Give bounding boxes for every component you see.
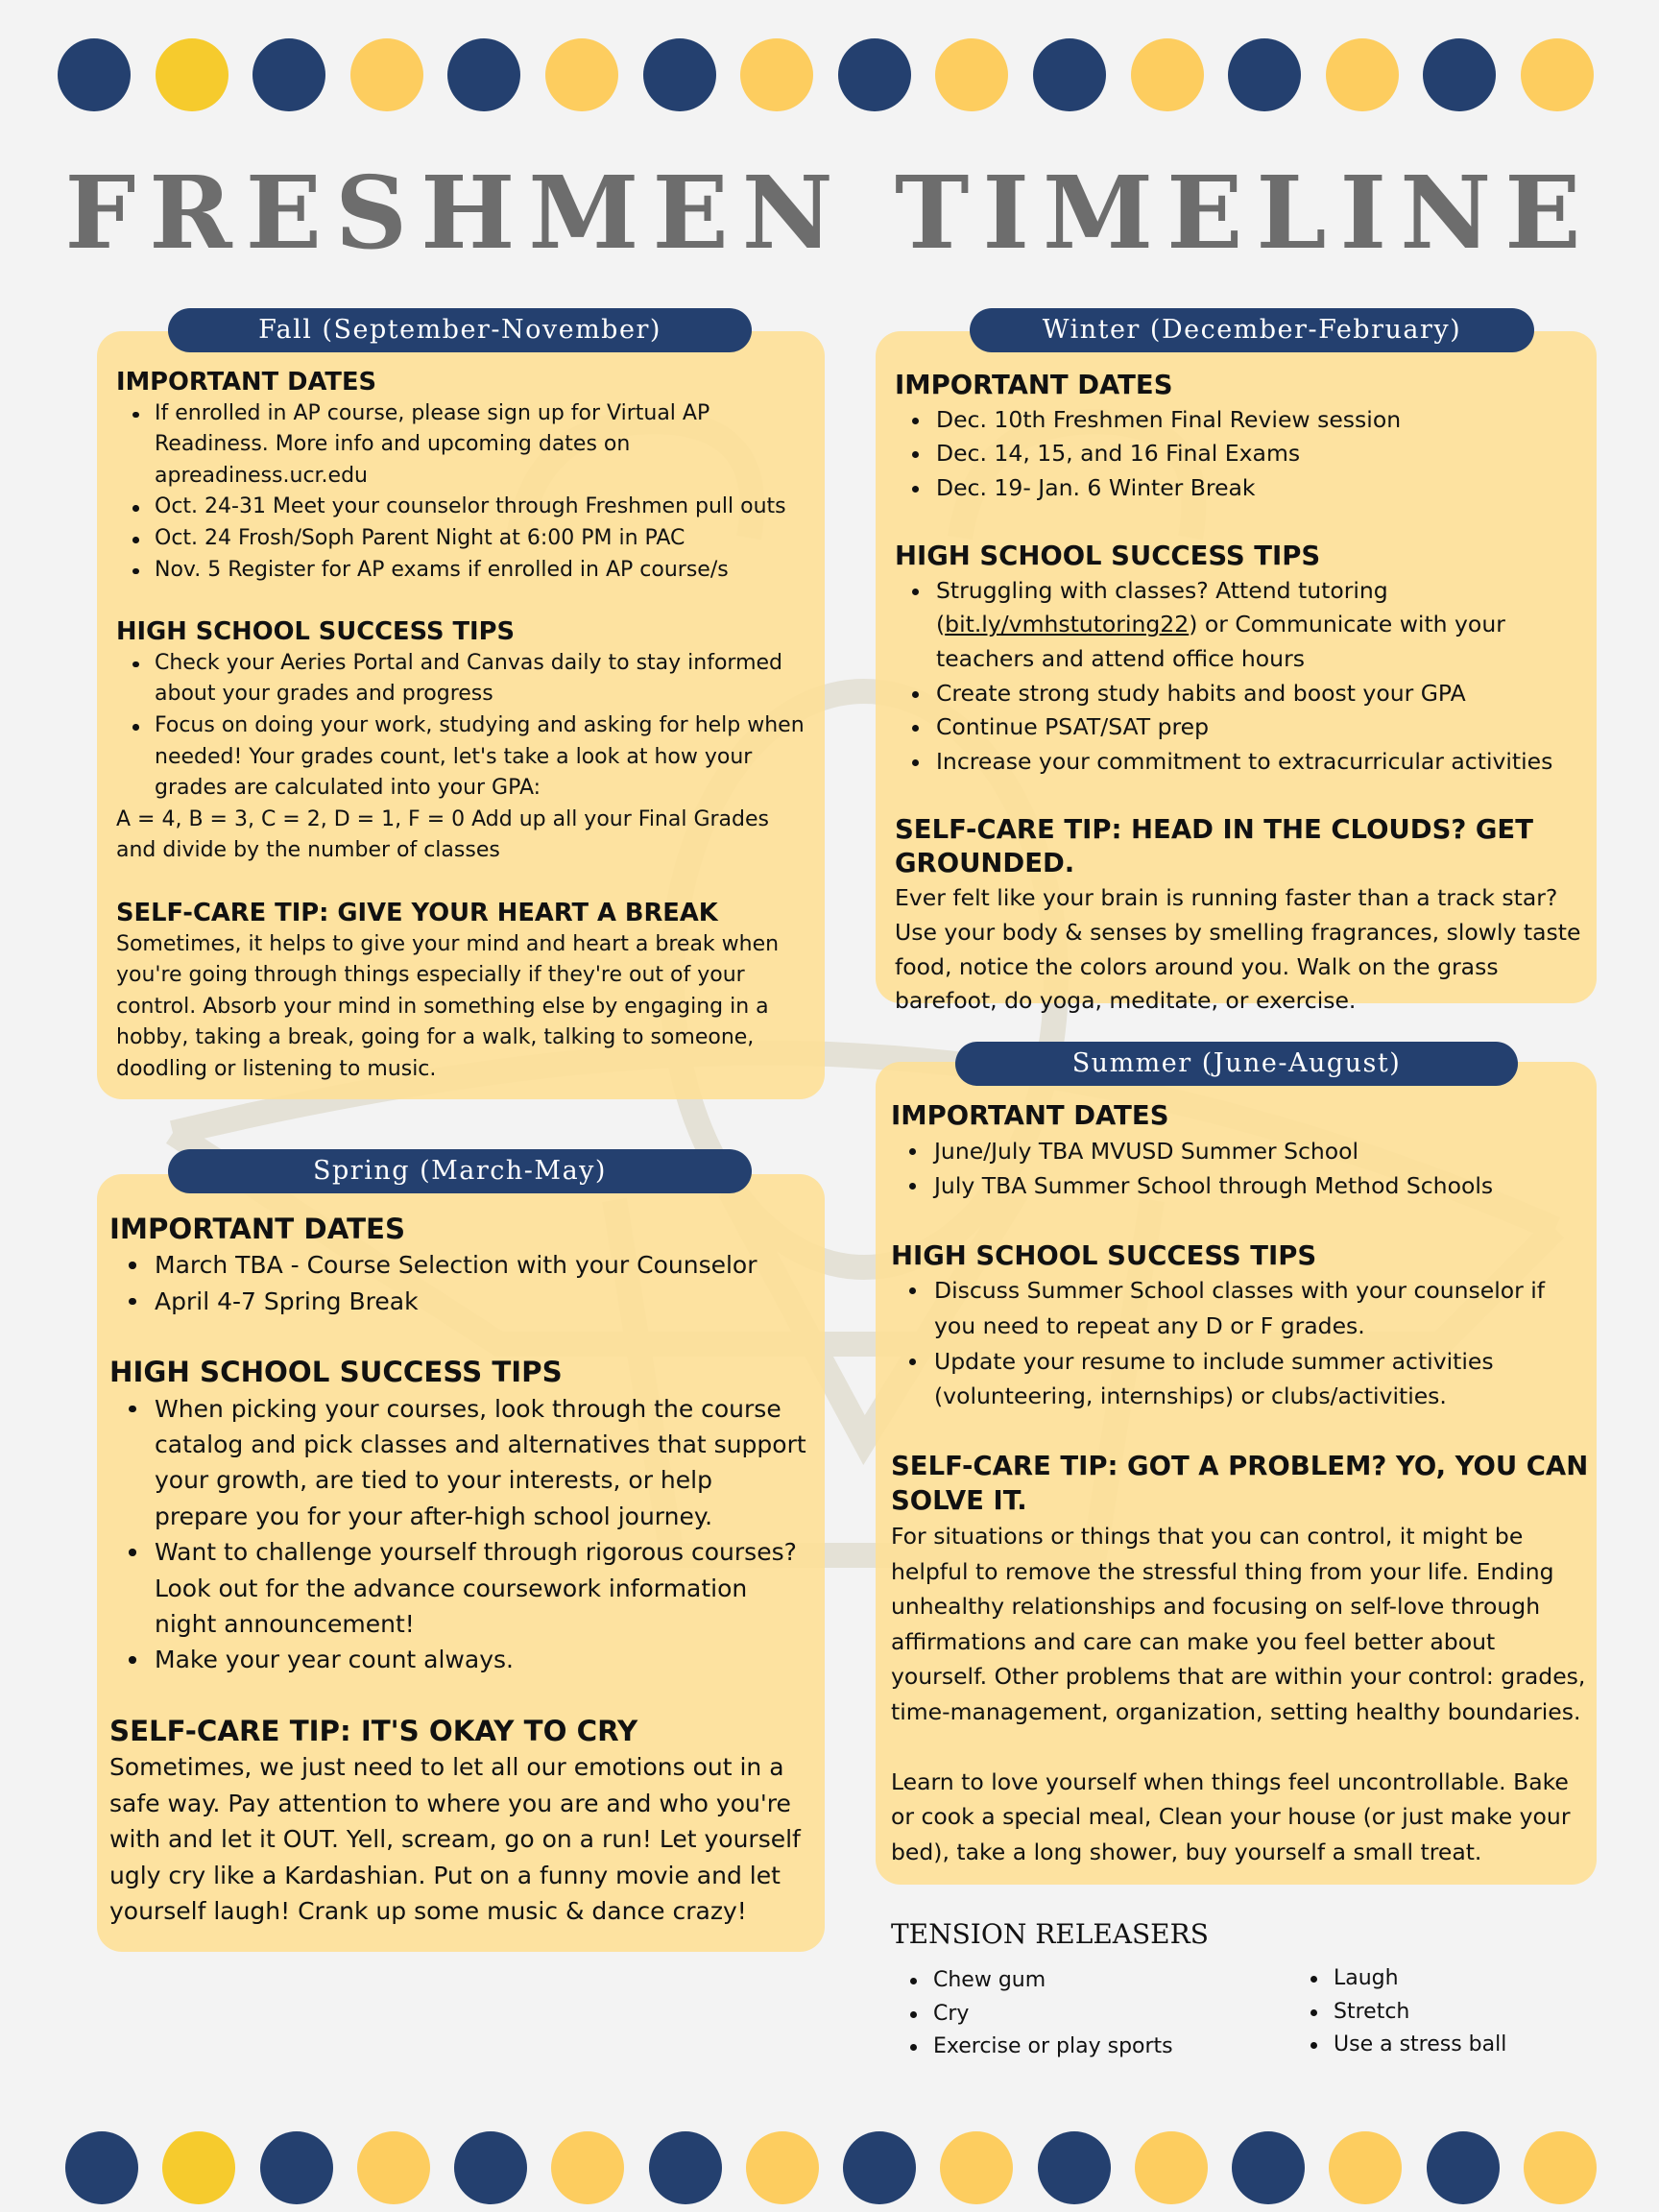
fall-dates-heading: IMPORTANT DATES — [116, 368, 377, 397]
tension-releasers-heading: TENSION RELEASERS — [891, 1918, 1209, 1950]
decorative-dot — [545, 38, 618, 111]
list-item: If enrolled in AP course, please sign up for Virtual AP Readiness. More info and upcoming dates on apreadiness.ucr.edu — [116, 398, 807, 493]
decorative-dot — [935, 38, 1008, 111]
decorative-dot — [1033, 38, 1106, 111]
gpa-note: A = 4, B = 3, C = 2, D = 1, F = 0 Add up all your Final Grades and divide by the number of classes — [116, 806, 770, 863]
decorative-dot — [1521, 38, 1594, 111]
list-item: Update your resume to include summer activities (volunteering, internships) or clubs/activities. — [891, 1344, 1590, 1414]
decorative-dot — [940, 2131, 1013, 2204]
list-item: Dec. 10th Freshmen Final Review session — [895, 403, 1586, 438]
list-item: April 4-7 Spring Break — [109, 1284, 810, 1319]
tutoring-text-post: ) or Communicate with your teachers and attend office hours — [936, 611, 1505, 672]
fall-selfcare-text: Sometimes, it helps to give your mind and heart a break when you're going through things especially if they're out of your control. Absorb your mind in something else by engaging in a hobby, taking a break, going for a walk, talking to someone, doodling or listening to music. — [116, 931, 780, 1081]
list-item: Focus on doing your work, studying and asking for help when needed! Your grades count, let's take a look at how your grades are calculated into your GPA: — [116, 710, 807, 805]
spring-dates-list — [109, 1247, 810, 1319]
spring-selfcare-heading: SELF-CARE TIP: IT'S OKAY TO CRY — [109, 1714, 638, 1747]
summer-content — [891, 1098, 1590, 1869]
decorative-dot — [350, 38, 423, 111]
list-item: July TBA Summer School through Method Schools — [891, 1168, 1590, 1204]
winter-selfcare-text: Ever felt like your brain is running faster than a track star? Use your body & senses by smelling fragrances, slowly taste food, notice the colors around you. Walk on the grass barefoot, do yoga, meditate, or exercise. — [895, 884, 1581, 1015]
decorative-dot — [1135, 2131, 1208, 2204]
fall-tips-list — [116, 648, 807, 805]
list-item: March TBA - Course Selection with your Counselor — [109, 1247, 810, 1283]
page-title: FRESHMEN TIMELINE — [64, 154, 1595, 272]
decorative-dot — [746, 2131, 819, 2204]
fall-tips-heading: HIGH SCHOOL SUCCESS TIPS — [116, 617, 515, 647]
spring-content — [109, 1212, 810, 1929]
winter-header: Winter (December-February) — [970, 308, 1534, 352]
decorative-dot — [447, 38, 520, 111]
decorative-dot — [1329, 2131, 1402, 2204]
decorative-dot — [1038, 2131, 1111, 2204]
tutoring-text-pre: Struggling with classes? Attend tutoring ( — [936, 576, 1388, 638]
decorative-dot — [1423, 38, 1496, 111]
spring-header: Spring (March-May) — [168, 1149, 752, 1193]
tension-list-left — [891, 1964, 1173, 2064]
list-item: Discuss Summer School classes with your counselor if you need to repeat any D or F grades. — [891, 1273, 1590, 1343]
decorative-dot — [838, 38, 911, 111]
list-item: Increase your commitment to extracurricular activities — [895, 745, 1586, 780]
winter-tips-heading: HIGH SCHOOL SUCCESS TIPS — [895, 540, 1321, 571]
fall-dates-list — [116, 398, 807, 587]
bottom-dot-border — [65, 2131, 1597, 2206]
summer-selfcare-text: For situations or things that you can control, it might be helpful to remove the stressful thing from your life. Ending unhealthy relationships and focusing on self-love through affirmations and care can make you feel better about yourself. Other problems that are within your control: grades, time-management, organization, setting healthy boundaries. — [891, 1522, 1586, 1725]
decorative-dot — [260, 2131, 333, 2204]
winter-dates-heading: IMPORTANT DATES — [895, 370, 1173, 400]
decorative-dot — [740, 38, 813, 111]
fall-selfcare-heading: SELF-CARE TIP: GIVE YOUR HEART A BREAK — [116, 898, 718, 927]
winter-content — [895, 369, 1586, 1019]
decorative-dot — [1326, 38, 1399, 111]
list-item: Make your year count always. — [109, 1642, 810, 1677]
list-item: Exercise or play sports — [891, 2031, 1173, 2064]
winter-selfcare-heading: SELF-CARE TIP: HEAD IN THE CLOUDS? GET GROUNDED. — [895, 813, 1533, 879]
list-item: Dec. 14, 15, and 16 Final Exams — [895, 437, 1586, 471]
fall-content — [116, 367, 807, 1085]
decorative-dot — [1427, 2131, 1500, 2204]
decorative-dot — [58, 38, 131, 111]
list-item: Chew gum — [891, 1964, 1173, 1998]
winter-dates-list — [895, 403, 1586, 506]
list-item: Nov. 5 Register for AP exams if enrolled in AP course/s — [116, 555, 807, 587]
list-item: Create strong study habits and boost your GPA — [895, 677, 1586, 711]
summer-selfcare-heading: SELF-CARE TIP: GOT A PROBLEM? YO, YOU CAN SOLVE IT. — [891, 1450, 1589, 1517]
list-item: Stretch — [1291, 1996, 1506, 2030]
decorative-dot — [843, 2131, 916, 2204]
summer-header: Summer (June-August) — [955, 1042, 1518, 1086]
decorative-dot — [1524, 2131, 1597, 2204]
decorative-dot — [643, 38, 716, 111]
list-item: Check your Aeries Portal and Canvas daily to stay informed about your grades and progress — [116, 648, 807, 710]
top-dot-border — [58, 38, 1594, 113]
decorative-dot — [156, 38, 228, 111]
list-item: Laugh — [1291, 1962, 1506, 1996]
list-item: Oct. 24-31 Meet your counselor through Freshmen pull outs — [116, 492, 807, 523]
list-item: June/July TBA MVUSD Summer School — [891, 1134, 1590, 1169]
spring-dates-heading: IMPORTANT DATES — [109, 1213, 406, 1245]
tutoring-link[interactable]: bit.ly/vmhstutoring22 — [945, 611, 1190, 638]
list-item — [895, 574, 1586, 677]
spring-tips-list — [109, 1391, 810, 1678]
summer-dates-heading: IMPORTANT DATES — [891, 1100, 1169, 1131]
fall-header: Fall (September-November) — [168, 308, 752, 352]
decorative-dot — [357, 2131, 430, 2204]
decorative-dot — [454, 2131, 527, 2204]
list-item: Cry — [891, 1998, 1173, 2032]
decorative-dot — [649, 2131, 722, 2204]
decorative-dot — [162, 2131, 235, 2204]
winter-tips-list — [895, 574, 1586, 780]
summer-dates-list — [891, 1134, 1590, 1204]
decorative-dot — [1131, 38, 1204, 111]
summer-selfcare-text-2: Learn to love yourself when things feel uncontrollable. Bake or cook a special meal, Clean your house (or just make your bed), take a long shower, buy yourself a small treat. — [891, 1767, 1571, 1865]
list-item: When picking your courses, look through the course catalog and pick classes and alternatives that support your growth, are tied to your interests, or help prepare you for your after-high school journey. — [109, 1391, 810, 1535]
decorative-dot — [1228, 38, 1301, 111]
list-item: Use a stress ball — [1291, 2029, 1506, 2062]
spring-selfcare-text: Sometimes, we just need to let all our emotions out in a safe way. Pay attention to where you are and who you're with and let it OUT. Yell, scream, go on a run! Let yourself ugly cry like a Kardashian. Put on a funny movie and let yourself laugh! Crank up some music & dance crazy! — [109, 1753, 801, 1925]
summer-tips-heading: HIGH SCHOOL SUCCESS TIPS — [891, 1239, 1317, 1271]
decorative-dot — [65, 2131, 138, 2204]
tension-list-right — [1291, 1962, 1506, 2062]
decorative-dot — [551, 2131, 624, 2204]
list-item: Want to challenge yourself through rigorous courses? Look out for the advance coursework information night announcement! — [109, 1534, 810, 1642]
summer-tips-list — [891, 1273, 1590, 1413]
list-item: Continue PSAT/SAT prep — [895, 710, 1586, 745]
list-item: Dec. 19- Jan. 6 Winter Break — [895, 471, 1586, 506]
decorative-dot — [1232, 2131, 1305, 2204]
spring-tips-heading: HIGH SCHOOL SUCCESS TIPS — [109, 1356, 563, 1389]
list-item: Oct. 24 Frosh/Soph Parent Night at 6:00 PM in PAC — [116, 523, 807, 555]
decorative-dot — [252, 38, 325, 111]
